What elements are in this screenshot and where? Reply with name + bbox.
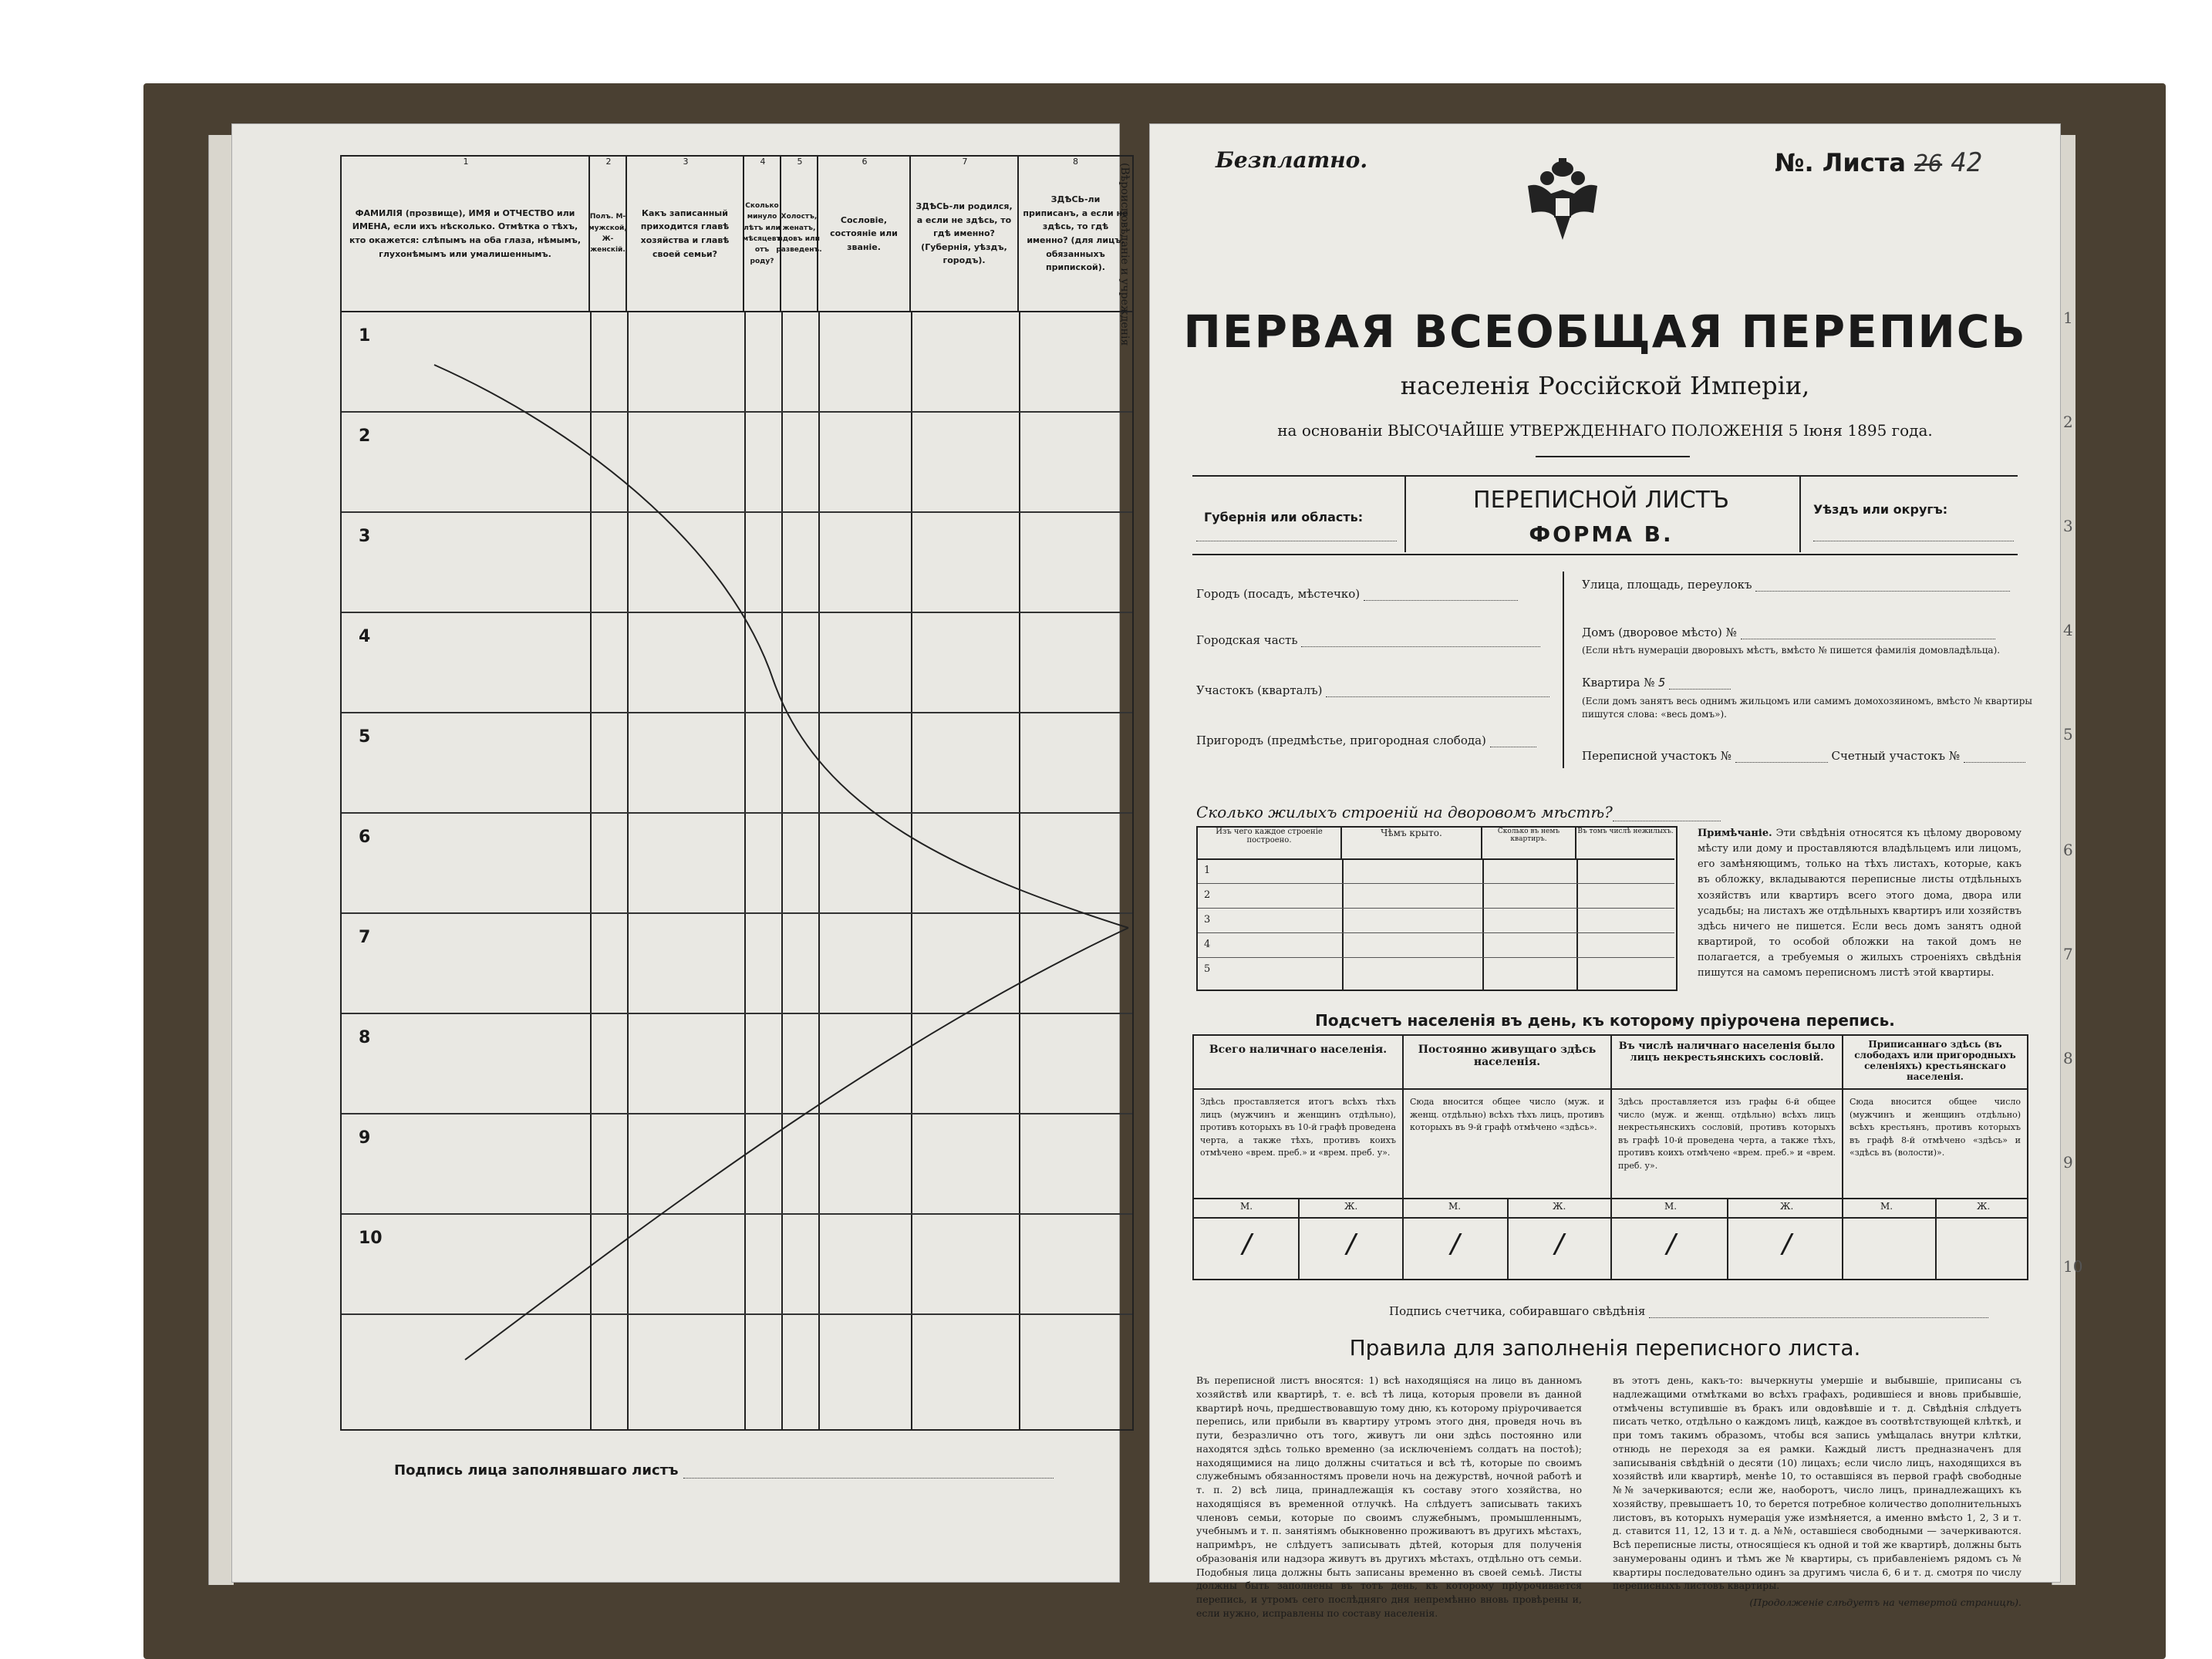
counting-district-label: Счетный участокъ №: [1831, 749, 1961, 763]
column-number: 4: [760, 157, 766, 167]
buildings-row-number: 3: [1204, 914, 1211, 926]
buildings-table: [1196, 826, 1678, 991]
buildings-row-line: [1198, 883, 1674, 884]
sex-divider: [1935, 1198, 1937, 1279]
address-street: [1582, 578, 2010, 592]
buildings-question-text: Сколько жилыхъ строеній на дворовомъ мѣстѣ?: [1196, 803, 1613, 821]
count-value: /: [1553, 1229, 1569, 1259]
population-col-header: Постоянно живущаго здѣсь населенія.: [1404, 1036, 1610, 1090]
address-city-part: [1196, 633, 1540, 647]
address-house-note: (Если нѣтъ нумераціи дворовыхъ мѣстъ, вмѣсто № пишется фамилія домовладѣльца).: [1582, 645, 2001, 656]
buildings-row-line: [1198, 932, 1674, 933]
margin-number: 10: [2063, 1257, 2083, 1276]
row-number: 6: [359, 828, 371, 847]
address-street-label: Улица, площадь, переулокъ: [1582, 578, 1752, 592]
column-number: 8: [1073, 157, 1078, 167]
column-number: 5: [797, 157, 803, 167]
address-precinct-field: [1326, 696, 1549, 697]
count-value: /: [1240, 1229, 1256, 1259]
sheet-number-label: №. Листа: [1775, 148, 1906, 177]
address-apartment-value: 5: [1658, 676, 1666, 690]
population-col-description: Сюда вносится общее число (мужчинъ и женщинъ отдѣльно) всѣхъ крестьянъ, противъ которыхъ въ графѣ 8-й отмѣчено «здѣсь» и «здѣсь въ (волости)».: [1850, 1097, 2021, 1158]
buildings-col-roof: Чѣмъ крыто.: [1342, 828, 1482, 860]
population-table: [1192, 1034, 2028, 1280]
column-2-header: Полъ. М-мужской, Ж-женскій.: [590, 157, 627, 311]
column-number: 2: [605, 157, 612, 167]
buildings-col-nonresidential: Въ томъ числѣ нежилыхъ.: [1576, 828, 1674, 860]
buildings-row-number: 2: [1204, 889, 1211, 901]
sex-label-f: Ж.: [1780, 1201, 1794, 1212]
row-number: 5: [359, 727, 371, 747]
count-value: /: [1664, 1229, 1681, 1259]
form-letter: ФОРМА В.: [1529, 521, 1674, 547]
margin-number: 1: [2063, 309, 2073, 327]
collector-signature-field: [1649, 1317, 1988, 1318]
buildings-divider: [1576, 858, 1578, 990]
row-number: 2: [359, 427, 371, 446]
sex-label-m: М.: [1880, 1201, 1893, 1212]
counting-district-field: [1964, 762, 2025, 763]
margin-number: 8: [2063, 1049, 2073, 1067]
column-number: 7: [962, 157, 968, 167]
sheet-number-value: 26: [1914, 150, 1943, 177]
address-precinct-label: Участокъ (кварталъ): [1196, 683, 1323, 697]
collector-signature-label: Подпись счетчика, собиравшаго свѣдѣнія: [1389, 1304, 1646, 1318]
note-title: Примѣчаніе.: [1698, 828, 1772, 839]
count-value: /: [1344, 1229, 1361, 1259]
free-label: Безплатно.: [1216, 147, 1368, 173]
rules-continued: (Продолженіе слѣдуетъ на четвертой страницѣ).: [1749, 1597, 2021, 1608]
address-city-field: [1364, 600, 1518, 601]
rules-text-left: Въ переписной листъ вносятся: 1) всѣ находящіяся на лицо въ данномъ хозяйствѣ или квартирѣ, т. е. всѣ тѣ лица, которыя провели въ данной квартирѣ ночь, предшествовавшую тому дню, къ которому пріурочивается перепись, или прибыли въ квартиру утромъ этого дня, проведя ночь въ пути, безразлично отъ того, живутъ ли они здѣсь постоянно или находятся здѣсь только временно (за исключеніемъ солдатъ на постоѣ); находящимися на лицо должны считаться и всѣ тѣ, которые по своимъ служебнымъ обязанностямъ провели ночь на дежурствѣ, ночной работѣ и т. п. 2) всѣ лица, принадлежащія къ составу этого хозяйства, но находящіяся въ временной отлучкѣ. На слѣдуетъ записывать такихъ членовъ семьи, которые по своимъ служебнымъ, промышленнымъ, учебнымъ и т. п. занятіямъ обыкновенно проживаютъ въ другихъ мѣстахъ, напримѣръ, не слѣдуетъ записывать дѣтей, которыя для полученія образованія или надзора живутъ въ другихъ мѣстахъ, отдѣльно отъ семьи. Подобныя лица должны быть записаны временно въ своей семьѣ. Листы должны быть заполнены въ тотъ день, къ которому пріурочивается перепись, и утромъ сего послѣдняго дня непремѣнно вновь провѣрены и, если нужно, исправлены по составу населенія.: [1196, 1374, 1582, 1619]
sex-row-line: [1194, 1198, 2027, 1199]
double-headed-eagle-emblem: [1520, 155, 1605, 248]
buildings-row-number: 4: [1204, 939, 1211, 950]
right-page: [1149, 123, 2061, 1619]
signature-label: Подпись лица заполнявшаго листъ: [394, 1462, 679, 1479]
margin-number: 3: [2063, 517, 2073, 535]
buildings-col-material: Изъ чего каждое строеніе построено.: [1198, 828, 1342, 860]
district-label: Уѣздъ или округъ:: [1813, 502, 1948, 517]
sex-divider: [1298, 1198, 1300, 1279]
margin-number: 4: [2063, 621, 2073, 639]
address-census-district: [1582, 749, 2025, 763]
buildings-divider: [1342, 858, 1344, 990]
page-stack-left: [208, 135, 234, 1585]
column-number: 1: [463, 157, 469, 167]
province-label: Губернія или область:: [1204, 510, 1364, 524]
column-3-header: Какъ записанный приходится главѣ хозяйства и главѣ своей семьи?: [627, 157, 744, 311]
margin-number: 2: [2063, 413, 2073, 431]
rules-title: Правила для заполненія переписного листа.: [1349, 1335, 1861, 1361]
population-col-description: Здѣсь проставляется итогъ всѣхъ тѣхъ лицъ (мужчинъ и женщинъ отдѣльно), противъ которыхъ въ 10-й графѣ проведена черта, а также тѣхъ, противъ коихъ отмѣчено «врем. преб.» и «врем. преб. у».: [1200, 1097, 1397, 1158]
corner-handwritten-number: 42: [1951, 147, 1983, 178]
address-house: [1582, 625, 1995, 639]
binding-label: (Вѣроисповѣданіе и учрежденія: [1118, 163, 1131, 346]
address-apartment-field: [1669, 689, 1731, 690]
row-number: 4: [359, 627, 371, 646]
address-apartment-note: (Если домъ занятъ весь однимъ жильцомъ или самимъ домохозяиномъ, вмѣсто № квартиры пишутся слова: «весь домъ»).: [1582, 696, 2032, 720]
column-7-header: ЗДѢСЬ-ли родился, а если не здѣсь, то гдѣ именно? (Губернія, уѣздъ, городъ).: [911, 157, 1019, 311]
rules-text-right: [1613, 1374, 2021, 1610]
margin-number: 9: [2063, 1153, 2073, 1172]
row-number: 1: [359, 326, 371, 346]
sex-divider: [1727, 1198, 1728, 1279]
strike-through-marks: [342, 157, 1132, 1429]
population-col-description: Сюда вносится общее число (муж. и женщ. отдѣльно) всѣхъ тѣхъ лицъ, противъ которыхъ въ 9-й графѣ отмѣчено «здѣсь».: [1410, 1097, 1604, 1132]
address-city-part-field: [1301, 646, 1540, 647]
signature-field: [683, 1478, 1054, 1479]
column-1-header: ФАМИЛІЯ (прозвище), ИМЯ и ОТЧЕСТВО или ИМЕНА, если ихъ нѣсколько. Отмѣтка о тѣхъ, кто окажется: слѣпымъ на оба глаза, нѣмымъ, глухонѣмымъ или умалишеннымъ.: [342, 157, 590, 311]
column-5-header: Холостъ, женатъ, вдовъ или разведенъ.: [781, 157, 818, 311]
address-suburb: [1196, 733, 1536, 747]
address-city-part-label: Городская часть: [1196, 633, 1298, 647]
sex-label-m: М.: [1664, 1201, 1678, 1212]
row-number: 9: [359, 1128, 371, 1148]
row-number: 3: [359, 527, 371, 546]
column-number: 3: [683, 157, 689, 167]
margin-number: 7: [2063, 945, 2073, 963]
sex-label-m: М.: [1448, 1201, 1462, 1212]
count-value: /: [1448, 1229, 1465, 1259]
row-number: 7: [359, 928, 371, 947]
population-col-header: Всего наличнаго населенія.: [1194, 1036, 1402, 1090]
population-count-title: Подсчетъ населенія въ день, къ которому пріурочена перепись.: [1315, 1011, 1895, 1030]
row-number: 8: [359, 1028, 371, 1047]
margin-number: 6: [2063, 841, 2073, 859]
sex-label-f: Ж.: [1553, 1201, 1566, 1212]
column-6-header: Сословіе, состояніе или званіе.: [818, 157, 911, 311]
address-street-field: [1755, 591, 2010, 592]
legal-basis: на основаніи ВЫСОЧАЙШЕ УТВЕРЖДЕННАГО ПОЛОЖЕНІЯ 5 Іюня 1895 года.: [1277, 421, 1933, 440]
buildings-row-line: [1198, 908, 1674, 909]
address-apartment: [1582, 676, 1731, 690]
census-district-label: Переписной участокъ №: [1582, 749, 1731, 763]
column-4-header: Сколько минуло лѣтъ или мѣсяцевъ отъ роду?: [744, 157, 781, 311]
address-precinct: [1196, 683, 1549, 697]
sex-label-f: Ж.: [1344, 1201, 1358, 1212]
column-number: 6: [862, 157, 868, 167]
address-city-label: Городъ (посадъ, мѣстечко): [1196, 587, 1361, 601]
buildings-question: [1196, 803, 1721, 821]
address-apartment-label: Квартира №: [1582, 676, 1655, 690]
census-district-field: [1735, 762, 1828, 763]
address-city: [1196, 587, 1518, 601]
document-title: ПЕРВАЯ ВСЕОБЩАЯ ПЕРЕПИСЬ: [1183, 305, 2027, 358]
population-col-description: Здѣсь проставляется изъ графы 6-й общее число (муж. и женщ. отдѣльно) всѣхъ лицъ некрестьянскихъ сословій, противъ которыхъ въ графѣ 10-й проведена черта, а также тѣхъ, противъ коихъ отмѣчено «врем. преб.» и «врем. преб. у».: [1618, 1097, 1836, 1171]
population-col-header: Приписаннаго здѣсь (въ слободахъ или пригородныхъ селеніяхъ) крестьянскаго населенія.: [1843, 1036, 2027, 1090]
column-8-header: ЗДѢСЬ-ли приписанъ, а если не здѣсь, то гдѣ именно? (для лицъ, обязанныхъ припиской).: [1023, 194, 1128, 273]
population-col-header: Въ числѣ наличнаго населенія было лицъ некрестьянскихъ сословій.: [1612, 1036, 1842, 1090]
margin-number: 5: [2063, 725, 2073, 744]
row-number: 10: [359, 1229, 383, 1248]
household-table: [340, 155, 1134, 1431]
form-title: ПЕРЕПИСНОЙ ЛИСТЪ: [1473, 487, 1729, 514]
buildings-col-apartments: Сколько въ немъ квартиръ.: [1482, 828, 1576, 860]
count-value: /: [1780, 1229, 1796, 1259]
buildings-divider: [1482, 858, 1484, 990]
rules-text-right-body: въ этотъ день, какъ-то: вычеркнуты умершіе и выбывшіе, приписаны съ надлежащими отмѣтками во всѣхъ графахъ, родившіеся и вновь прибывшіе, отмѣчены вступившіе въ бракъ или овдовѣвшіе и т. д. Свѣдѣнія слѣдуетъ писать четко, отдѣльно о каждомъ лицѣ, каждое въ соотвѣтствующей клѣткѣ, и при томъ такимъ образомъ, чтобы вся запись умѣщалась внутри клѣтки, отнюдь не переходя за ея рамки. Каждый листъ предназначенъ для записыванія свѣдѣній о десяти (10) лицахъ; если число лицъ, находящихся въ хозяйствѣ или квартирѣ, менѣе 10, то оставшіяся въ первой графѣ свободные №№ зачеркиваются; если же, наоборотъ, число лицъ, принадлежащихъ къ хозяйству, превышаетъ 10, то берется потребное количество дополнительныхъ листовъ, въ которыхъ нумерація уже измѣняется, а именно вмѣсто 1, 2, 3 и т. д. ставится 11, 12, 13 и т. д. а №№, оставшіеся свободными — зачеркиваются. Всѣ переписные листы, относящіеся къ одной и той же квартирѣ, должны быть занумерованы одинъ и тѣмъ же № квартиры, съ прибавленіемъ рядомъ съ № квартиры последовательно одинъ за другимъ числа 6, 6 и т. д. смотря по числу переписныхъ листовъ квартиры.: [1613, 1374, 2021, 1592]
document-subtitle: населенія Россійской Имперіи,: [1400, 371, 1810, 400]
sex-label-m: М.: [1240, 1201, 1253, 1212]
collector-signature: [1389, 1304, 1988, 1318]
sex-divider: [1507, 1198, 1509, 1279]
title-rule: [1536, 456, 1690, 457]
address-divider: [1563, 572, 1564, 768]
note-text: Эти свѣдѣнія относятся къ цѣлому дворовому мѣсту или дому и проставляются владѣльцемъ или лицомъ, его замѣняющимъ, только на тѣхъ листахъ, которые, какъ въ обложку, вкладываются переписные листы отдѣльныхъ хозяйствъ или квартиръ всего этого дома, двора или усадьбы; на листахъ же отдѣльныхъ квартиръ или хозяйствъ здѣсь ничего не пишется. Если весь домъ занятъ одной квартирой, то особой обложки на такой домъ не полагается, а требуемыя о жилыхъ строеніяхъ свѣдѣнія пишутся на самомъ переписномъ листѣ этой квартиры.: [1698, 828, 2021, 980]
signature-line: [394, 1462, 1054, 1479]
left-page: [231, 123, 1131, 1583]
buildings-row-number: 5: [1204, 963, 1211, 975]
address-house-label: Домъ (дворовое мѣсто) №: [1582, 625, 1737, 639]
sheet-number: [1775, 147, 1982, 178]
values-row-line: [1194, 1217, 2027, 1219]
buildings-row-number: 1: [1204, 865, 1211, 876]
sex-label-f: Ж.: [1977, 1201, 1991, 1212]
address-suburb-label: Пригородъ (предмѣстье, пригородная слобода): [1196, 733, 1486, 747]
buildings-note: [1698, 826, 2021, 981]
buildings-row-line: [1198, 957, 1674, 958]
